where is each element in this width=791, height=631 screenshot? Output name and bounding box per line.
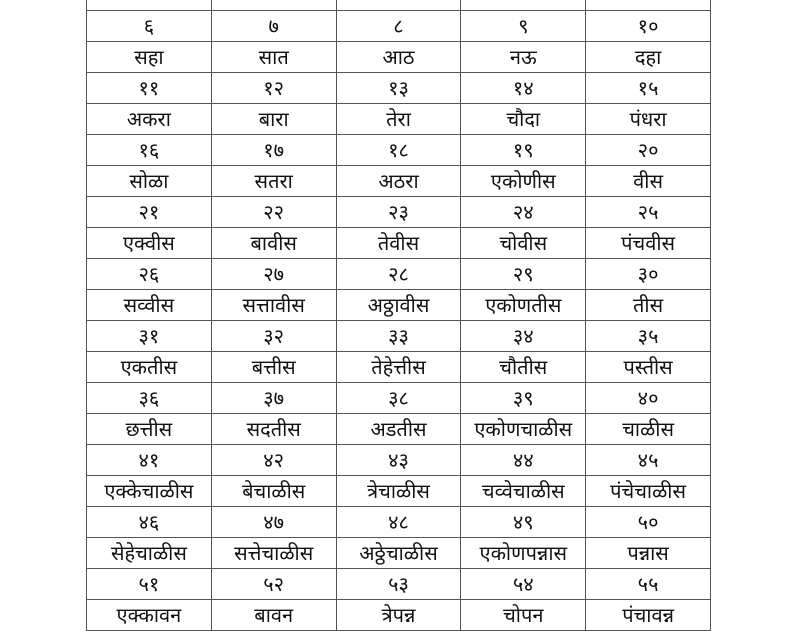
- number-word-cell: अठरा: [336, 166, 461, 197]
- numeral-row: [87, 383, 711, 414]
- number-word-cell: तीस: [586, 290, 711, 321]
- numeral-cell: ४२: [211, 445, 336, 476]
- number-word-cell: बावीस: [211, 228, 336, 259]
- numeral-row: [87, 445, 711, 476]
- numeral-cell: ४८: [336, 507, 461, 538]
- number-word-cell: सेहेचाळीस: [87, 538, 212, 569]
- numeral-cell: ३४: [461, 321, 586, 352]
- numeral-cell: १८: [336, 135, 461, 166]
- number-word-cell: अठ्ठावीस: [336, 290, 461, 321]
- numeral-row: [87, 507, 711, 538]
- numeral-cell: २९: [461, 259, 586, 290]
- number-word-cell: पन्नास: [586, 538, 711, 569]
- number-word-cell: चोवीस: [461, 228, 586, 259]
- numeral-cell: ३८: [336, 383, 461, 414]
- numeral-cell: २२: [211, 197, 336, 228]
- numeral-cell: १०: [586, 11, 711, 42]
- numeral-cell: ४०: [586, 383, 711, 414]
- number-word-cell: चोपन: [461, 600, 586, 631]
- number-word-cell: [586, 0, 711, 11]
- number-word-cell: बेचाळीस: [211, 476, 336, 507]
- number-word-cell: एकोणपन्नास: [461, 538, 586, 569]
- numeral-cell: १२: [211, 73, 336, 104]
- numeral-cell: ८: [336, 11, 461, 42]
- number-word-row: [87, 414, 711, 445]
- number-word-cell: एकतीस: [87, 352, 212, 383]
- numeral-row: [87, 259, 711, 290]
- number-word-cell: तेरा: [336, 104, 461, 135]
- numeral-cell: ५२: [211, 569, 336, 600]
- numeral-cell: ३३: [336, 321, 461, 352]
- numeral-row: [87, 321, 711, 352]
- numeral-cell: ३९: [461, 383, 586, 414]
- number-word-cell: सदतीस: [211, 414, 336, 445]
- number-word-cell: एकोणीस: [461, 166, 586, 197]
- numeral-cell: ९: [461, 11, 586, 42]
- numeral-cell: २३: [336, 197, 461, 228]
- number-word-cell: पंचावन्न: [586, 600, 711, 631]
- numeral-row: [87, 569, 711, 600]
- number-names-table: [86, 0, 711, 631]
- numeral-cell: २७: [211, 259, 336, 290]
- numeral-cell: ४७: [211, 507, 336, 538]
- number-word-cell: तेहेत्तीस: [336, 352, 461, 383]
- number-word-cell: वीस: [586, 166, 711, 197]
- numeral-cell: ३७: [211, 383, 336, 414]
- numeral-cell: ४१: [87, 445, 212, 476]
- number-word-cell: बारा: [211, 104, 336, 135]
- numeral-cell: ५३: [336, 569, 461, 600]
- number-word-cell: सत्तेचाळीस: [211, 538, 336, 569]
- numeral-cell: ६: [87, 11, 212, 42]
- number-word-cell: पंचेचाळीस: [586, 476, 711, 507]
- number-word-cell: [336, 0, 461, 11]
- number-word-row: [87, 538, 711, 569]
- number-word-cell: सत्तावीस: [211, 290, 336, 321]
- numeral-cell: ४३: [336, 445, 461, 476]
- numeral-row: [87, 73, 711, 104]
- numeral-cell: २५: [586, 197, 711, 228]
- number-word-row: [87, 476, 711, 507]
- numeral-row: [87, 11, 711, 42]
- number-word-cell: सात: [211, 42, 336, 73]
- number-word-cell: सहा: [87, 42, 212, 73]
- number-word-cell: सव्वीस: [87, 290, 212, 321]
- numeral-cell: ४५: [586, 445, 711, 476]
- numeral-cell: ५५: [586, 569, 711, 600]
- numeral-cell: ३५: [586, 321, 711, 352]
- number-word-cell: [211, 0, 336, 11]
- number-word-cell: सतरा: [211, 166, 336, 197]
- number-word-cell: छत्तीस: [87, 414, 212, 445]
- number-word-row: [87, 104, 711, 135]
- number-word-cell: एक्कावन: [87, 600, 212, 631]
- numeral-cell: २६: [87, 259, 212, 290]
- number-word-cell: एक्केचाळीस: [87, 476, 212, 507]
- numeral-cell: १६: [87, 135, 212, 166]
- number-word-cell: अकरा: [87, 104, 212, 135]
- number-word-cell: त्रेचाळीस: [336, 476, 461, 507]
- numeral-row: [87, 197, 711, 228]
- numeral-cell: २८: [336, 259, 461, 290]
- numeral-cell: १७: [211, 135, 336, 166]
- number-word-cell: बत्तीस: [211, 352, 336, 383]
- number-word-cell: [461, 0, 586, 11]
- numeral-cell: ४६: [87, 507, 212, 538]
- numeral-cell: ३१: [87, 321, 212, 352]
- numeral-cell: १४: [461, 73, 586, 104]
- numeral-cell: ५१: [87, 569, 212, 600]
- number-word-cell: पंचवीस: [586, 228, 711, 259]
- numeral-cell: १३: [336, 73, 461, 104]
- numeral-cell: १५: [586, 73, 711, 104]
- numeral-cell: ४९: [461, 507, 586, 538]
- number-word-cell: आठ: [336, 42, 461, 73]
- numeral-cell: ११: [87, 73, 212, 104]
- number-word-cell: चाळीस: [586, 414, 711, 445]
- numeral-cell: ३६: [87, 383, 212, 414]
- number-word-cell: बावन: [211, 600, 336, 631]
- numeral-cell: ५०: [586, 507, 711, 538]
- number-word-cell: पंधरा: [586, 104, 711, 135]
- number-word-cell: [87, 0, 212, 11]
- number-word-row: [87, 42, 711, 73]
- number-word-cell: त्रेपन्न: [336, 600, 461, 631]
- number-word-row: [87, 600, 711, 631]
- number-word-row: [87, 166, 711, 197]
- numeral-cell: ४४: [461, 445, 586, 476]
- numeral-cell: २०: [586, 135, 711, 166]
- number-word-row: [87, 290, 711, 321]
- number-word-cell: पस्तीस: [586, 352, 711, 383]
- number-word-cell: एक्वीस: [87, 228, 212, 259]
- numeral-cell: ५४: [461, 569, 586, 600]
- number-word-cell: अडतीस: [336, 414, 461, 445]
- numeral-cell: २४: [461, 197, 586, 228]
- numeral-cell: १९: [461, 135, 586, 166]
- numeral-cell: ३०: [586, 259, 711, 290]
- number-word-cell: चौतीस: [461, 352, 586, 383]
- number-word-cell: सोळा: [87, 166, 212, 197]
- numeral-row: [87, 135, 711, 166]
- number-word-cell: चौदा: [461, 104, 586, 135]
- number-names-table-body: [87, 0, 711, 631]
- numeral-cell: ३२: [211, 321, 336, 352]
- number-word-cell: एकोणतीस: [461, 290, 586, 321]
- number-word-row: [87, 228, 711, 259]
- number-word-row: [87, 352, 711, 383]
- number-word-cell: चव्वेचाळीस: [461, 476, 586, 507]
- number-word-cell: तेवीस: [336, 228, 461, 259]
- number-word-cell: दहा: [586, 42, 711, 73]
- number-word-cell: नऊ: [461, 42, 586, 73]
- number-word-cell: अठ्ठेचाळीस: [336, 538, 461, 569]
- numeral-cell: २१: [87, 197, 212, 228]
- numeral-cell: ७: [211, 11, 336, 42]
- number-word-cell: एकोणचाळीस: [461, 414, 586, 445]
- number-word-row: [87, 0, 711, 11]
